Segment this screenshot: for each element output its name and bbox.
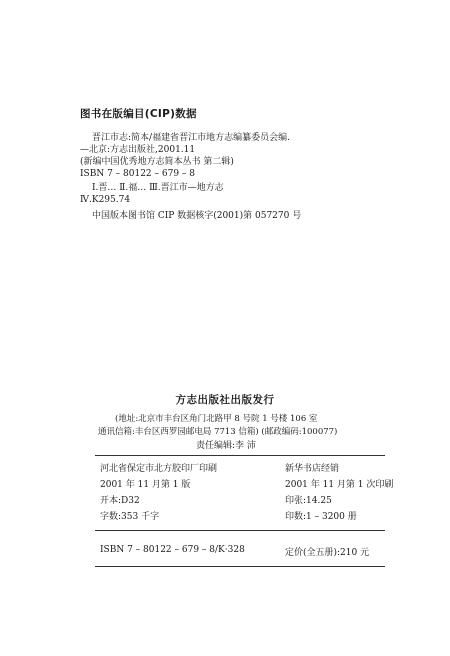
colophon-middle-rule <box>95 530 385 531</box>
cip-number: 中国版本图书馆 CIP 数据核字(2001)第 057270 号 <box>92 211 302 221</box>
cip-line-isbn: ISBN 7 – 80122 – 679 – 8 <box>80 169 195 179</box>
publisher-mail: 通讯信箱:丰台区西罗园邮电局 7713 信箱) (邮政编码:100077) <box>98 427 338 437</box>
edition: 2001 年 11 月第 1 版 <box>100 480 191 490</box>
publisher-address: (地址:北京市丰台区角门北路甲 8 号院 1 号楼 106 室 <box>115 414 318 424</box>
word-count: 字数:353 千字 <box>100 512 160 522</box>
cip-line-publisher: —北京:方志出版社,2001.11 <box>80 145 196 155</box>
printing: 2001 年 11 月第 1 次印刷 <box>285 480 394 490</box>
printer: 河北省保定市北方胶印厂印刷 <box>100 464 218 474</box>
colophon-bottom-rule <box>95 566 385 567</box>
cip-subject-line-1: Ⅰ.晋… Ⅱ.福… Ⅲ.晋江市—地方志 <box>92 183 224 193</box>
price: 定价(全五册):210 元 <box>285 548 370 558</box>
cip-line-series: (新编中国优秀地方志简本丛书 第二辑) <box>80 157 234 167</box>
print-run: 印数:1 – 3200 册 <box>285 512 357 522</box>
format-size: 开本:D32 <box>100 496 140 506</box>
cip-line-title: 晋江市志:简本/福建省晋江市地方志编纂委员会编. <box>92 133 290 143</box>
isbn-classification: ISBN 7 – 80122 – 679 – 8/K·328 <box>100 545 245 555</box>
cip-subject-line-2: Ⅳ.K295.74 <box>80 195 131 205</box>
printed-sheets: 印张:14.25 <box>285 496 332 506</box>
responsible-editor: 责任编辑:李 沛 <box>196 441 256 451</box>
cip-heading: 图书在版编目(CIP)数据 <box>80 108 197 120</box>
publisher-heading: 方志出版社出版发行 <box>175 394 275 406</box>
colophon-top-rule <box>95 455 385 456</box>
distributor: 新华书店经销 <box>285 464 340 474</box>
